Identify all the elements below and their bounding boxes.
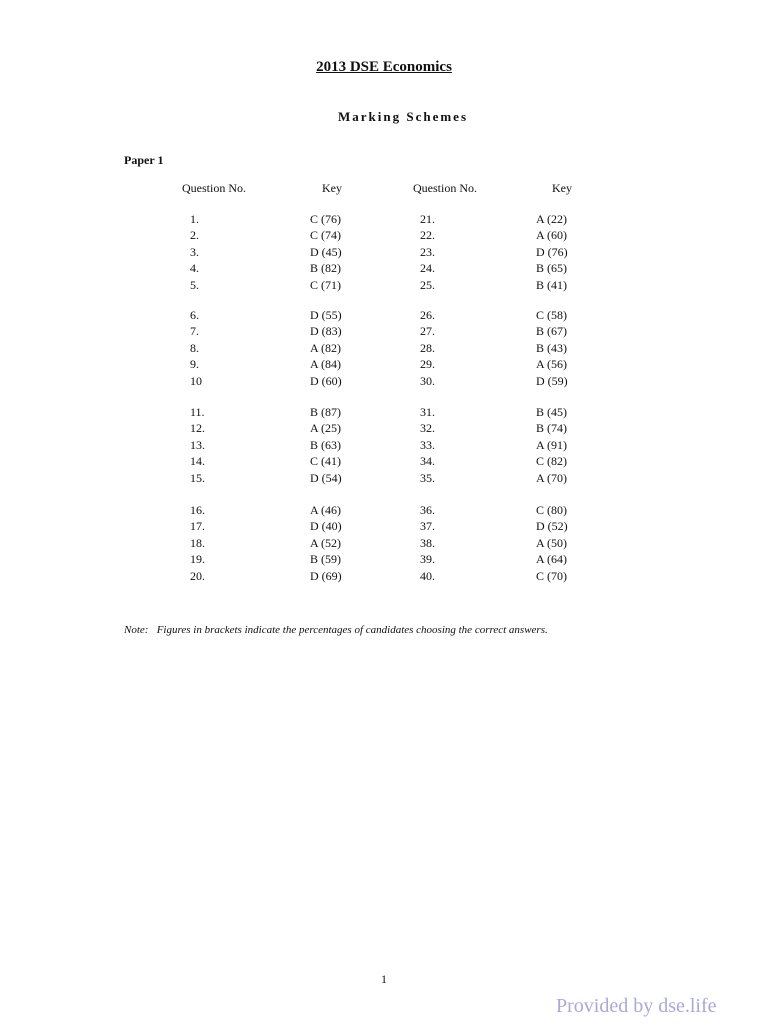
answer-key: B (82) (310, 261, 341, 276)
question-number: 40. (420, 568, 435, 583)
answer-key: A (60) (536, 228, 567, 243)
question-number: 33. (420, 437, 435, 452)
question-number: 32. (420, 421, 435, 436)
question-number: 12. (190, 421, 205, 436)
answer-key: A (25) (310, 421, 341, 436)
answer-key: D (76) (536, 244, 568, 259)
question-number: 37. (420, 519, 435, 534)
answer-key: B (43) (536, 340, 567, 355)
note-label: Note: (124, 624, 149, 636)
answer-key: C (82) (536, 454, 567, 469)
answer-key: B (63) (310, 437, 341, 452)
question-number: 27. (420, 324, 435, 339)
answer-key: D (60) (310, 373, 342, 388)
question-number: 29. (420, 357, 435, 372)
question-number: 25. (420, 277, 435, 292)
question-number: 22. (420, 228, 435, 243)
question-number: 39. (420, 552, 435, 567)
answer-key: A (70) (536, 470, 567, 485)
document-subtitle: Marking Schemes (337, 109, 469, 124)
answer-key: C (76) (310, 212, 341, 226)
question-number: 34. (420, 454, 435, 469)
question-number: 23. (420, 244, 435, 259)
question-number: 14. (190, 454, 205, 469)
question-number: 10 (190, 373, 202, 388)
question-number: 2. (190, 228, 199, 243)
question-number: 19. (190, 552, 205, 567)
question-number: 36. (420, 503, 435, 517)
question-number: 7. (190, 324, 199, 339)
question-number: 31. (420, 405, 435, 419)
answer-key: B (41) (536, 277, 567, 292)
answer-key: A (56) (536, 357, 567, 372)
question-number: 6. (190, 308, 199, 322)
paper-label: Paper 1 (124, 153, 164, 167)
document-title: 2013 DSE Economics (316, 59, 452, 75)
answer-key: C (58) (536, 308, 567, 322)
question-number: 15. (190, 470, 205, 485)
answer-key: D (45) (310, 244, 342, 259)
page-number: 1 (381, 972, 387, 986)
question-number: 16. (190, 503, 205, 517)
question-number: 18. (190, 535, 205, 550)
header-key-left: Key (322, 181, 342, 195)
answer-key: B (59) (310, 552, 341, 567)
question-number: 13. (190, 437, 205, 452)
question-number: 11. (190, 405, 205, 419)
question-number: 4. (190, 261, 199, 276)
answer-key: A (22) (536, 212, 567, 226)
answer-key: D (55) (310, 308, 342, 322)
header-key-right: Key (552, 181, 572, 195)
answer-key: A (46) (310, 503, 341, 517)
answer-key: A (52) (310, 535, 341, 550)
header-question-no-left: Question No. (182, 181, 246, 195)
answer-key: C (70) (536, 568, 567, 583)
answer-key: C (41) (310, 454, 341, 469)
question-number: 5. (190, 277, 199, 292)
answer-key: D (52) (536, 519, 568, 534)
question-number: 1. (190, 212, 199, 226)
note-text: Figures in brackets indicate the percentages of candidates choosing the correct answers. (156, 624, 548, 636)
question-number: 17. (190, 519, 205, 534)
question-number: 9. (190, 357, 199, 372)
answer-key: A (91) (536, 437, 567, 452)
answer-key: C (74) (310, 228, 341, 243)
watermark: Provided by dse.life (556, 995, 717, 1017)
question-number: 28. (420, 340, 435, 355)
answer-key: C (80) (536, 503, 567, 517)
answer-key: A (50) (536, 535, 567, 550)
answer-key: B (87) (310, 405, 341, 419)
answer-key: D (54) (310, 470, 342, 485)
question-number: 24. (420, 261, 435, 276)
answer-key: A (82) (310, 340, 341, 355)
answer-key: B (45) (536, 405, 567, 419)
answer-key: D (69) (310, 568, 342, 583)
answer-key: C (71) (310, 277, 341, 292)
question-number: 20. (190, 568, 205, 583)
question-number: 30. (420, 373, 435, 388)
question-number: 8. (190, 340, 199, 355)
answer-key: D (59) (536, 373, 568, 388)
answer-key: B (65) (536, 261, 567, 276)
answer-key: A (64) (536, 552, 567, 567)
question-number: 35. (420, 470, 435, 485)
question-number: 21. (420, 212, 435, 226)
answer-key: B (67) (536, 324, 567, 339)
answer-key: D (40) (310, 519, 342, 534)
header-question-no-right: Question No. (413, 181, 477, 195)
question-number: 3. (190, 244, 199, 259)
question-number: 38. (420, 535, 435, 550)
answer-key: D (83) (310, 324, 342, 339)
answer-key: A (84) (310, 357, 341, 372)
answer-key: B (74) (536, 421, 567, 436)
question-number: 26. (420, 308, 435, 322)
footnote (124, 624, 548, 636)
